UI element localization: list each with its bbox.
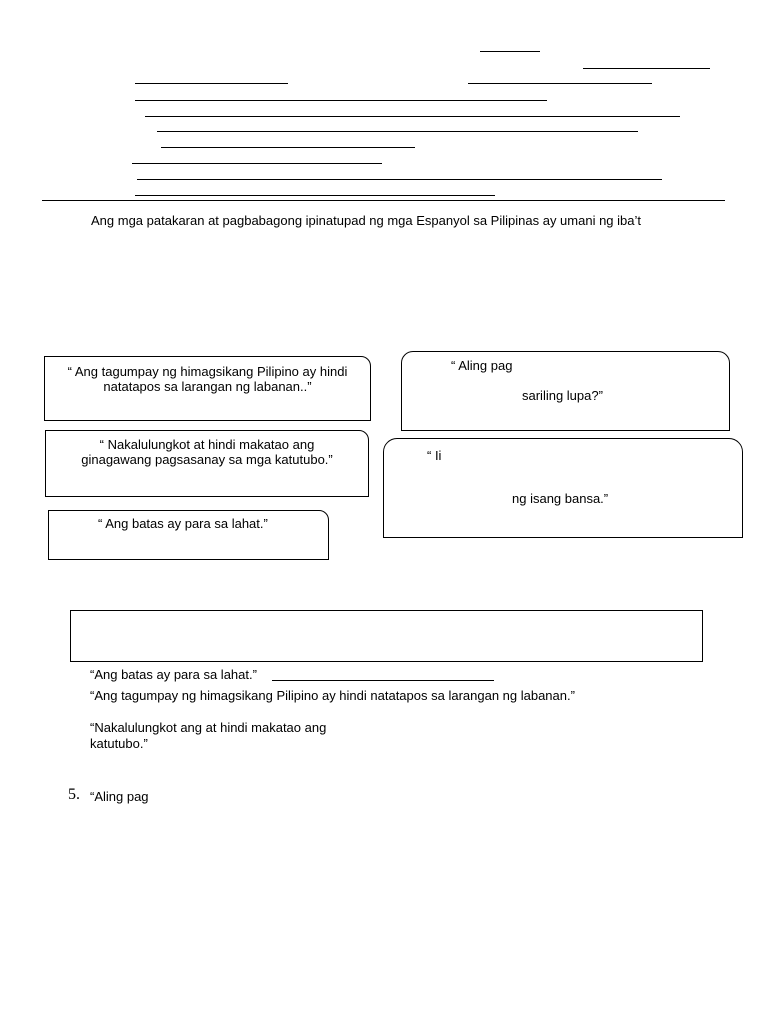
header-blank-line bbox=[157, 131, 638, 132]
quote-line: “ Ii bbox=[427, 448, 442, 463]
item-5-number: 5. bbox=[68, 786, 80, 803]
quote-line: natatapos sa larangan ng labanan..” bbox=[103, 379, 312, 394]
quote-line: “ Nakalulungkot at hindi makatao ang bbox=[99, 437, 315, 452]
quote-line: “ Ang tagumpay ng himagsikang Pilipino ay hindi bbox=[67, 364, 348, 379]
item-3-line: katutubo.” bbox=[90, 736, 148, 751]
header-blank-line bbox=[480, 51, 540, 52]
header-blank-line bbox=[161, 147, 415, 148]
header-divider bbox=[42, 200, 725, 201]
quote-box-nakalulungkot bbox=[45, 430, 369, 497]
item-1-answer-line bbox=[272, 680, 494, 681]
quote-line: “ Ang batas ay para sa lahat.” bbox=[98, 516, 268, 531]
item-2-text: “Ang tagumpay ng himagsikang Pilipino ay hindi natatapos sa larangan ng labanan.” bbox=[90, 688, 575, 703]
header-blank-line bbox=[135, 83, 288, 84]
quote-box-aling-pag bbox=[401, 351, 730, 431]
item-3-line: “Nakalulungkot ang at hindi makatao ang bbox=[90, 720, 327, 735]
header-blank-line bbox=[132, 163, 382, 164]
header-blank-line bbox=[135, 100, 547, 101]
header-blank-line bbox=[468, 83, 652, 84]
instruction-box bbox=[70, 610, 703, 662]
header-blank-line bbox=[137, 179, 662, 180]
intro-text: Ang mga patakaran at pagbabagong ipinatupad ng mga Espanyol sa Pilipinas ay umani ng iba’t bbox=[91, 213, 641, 228]
item-1-text: “Ang batas ay para sa lahat.” bbox=[90, 667, 257, 682]
quote-line: ginagawang pagsasanay sa mga katutubo.” bbox=[81, 452, 333, 467]
item-5-text: “Aling pag bbox=[90, 789, 149, 804]
quote-box-batas bbox=[48, 510, 329, 560]
quote-box-ii bbox=[383, 438, 743, 538]
header-blank-line bbox=[135, 195, 495, 196]
quote-line: “ Aling pag bbox=[451, 358, 513, 373]
quote-box-tagumpay bbox=[44, 356, 371, 421]
header-blank-line bbox=[145, 116, 680, 117]
header-blank-line bbox=[583, 68, 710, 69]
quote-line: ng isang bansa.” bbox=[512, 491, 609, 506]
quote-line: sariling lupa?” bbox=[522, 388, 603, 403]
